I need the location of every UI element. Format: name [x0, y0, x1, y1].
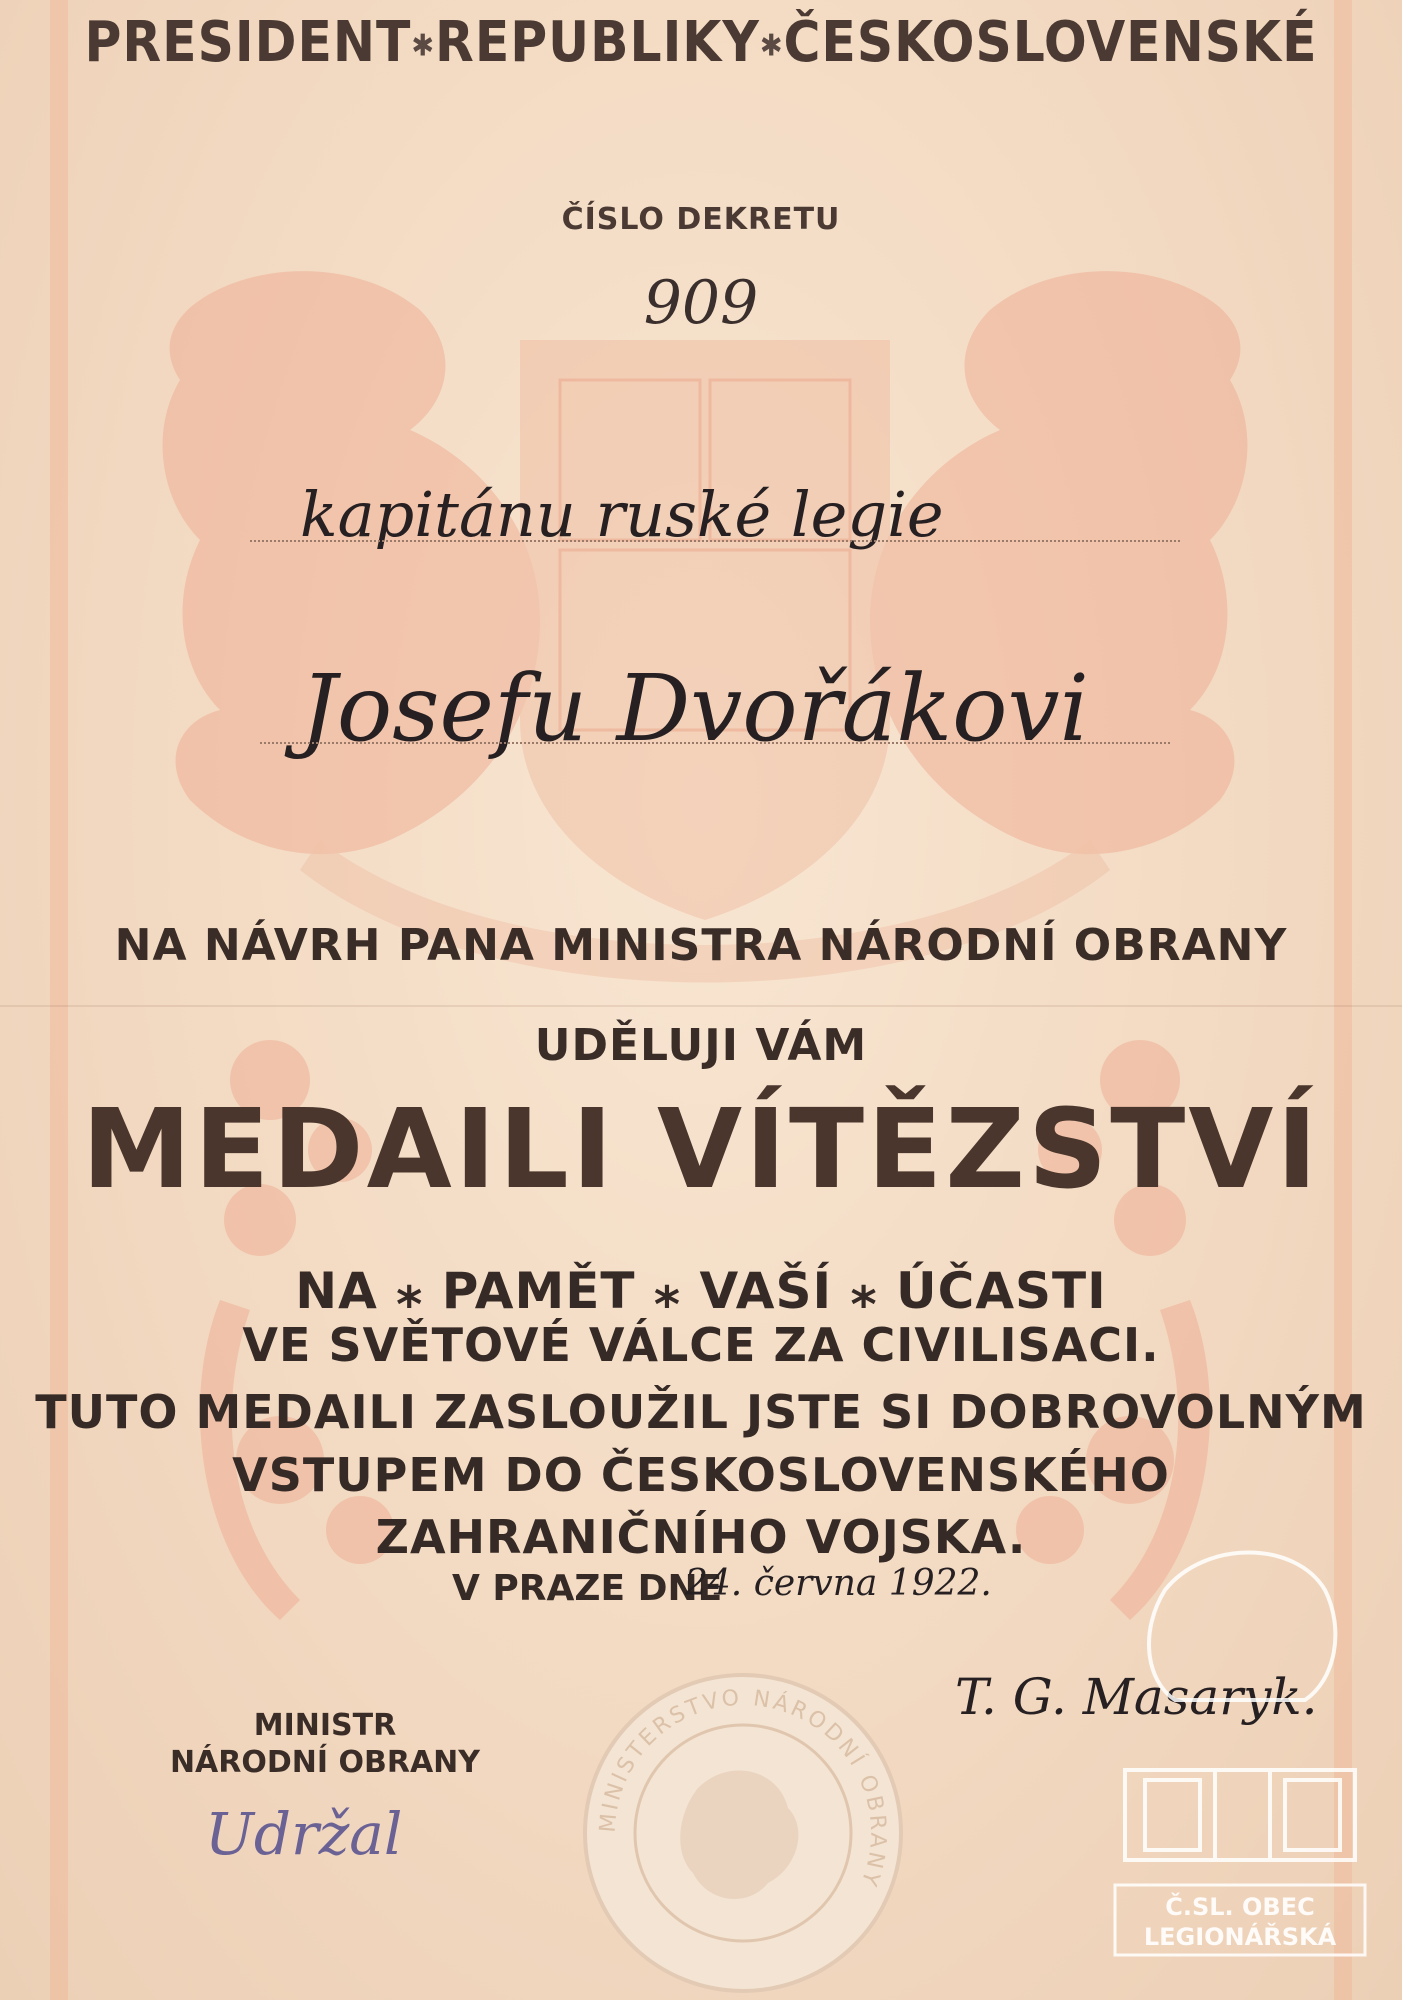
embossed-seal: [578, 1668, 908, 1998]
minister-title-line-2: NÁRODNÍ OBRANY: [169, 1745, 481, 1780]
minister-title-line-1: MINISTR: [253, 1708, 397, 1743]
heading-word-republiky: REPUBLIKY: [435, 10, 760, 75]
heading-word-president: PRESIDENT: [84, 10, 412, 75]
minister-signature: Udržal: [205, 1800, 403, 1868]
star-icon: ✱: [759, 28, 784, 64]
grant-line: UDĚLUJI VÁM: [534, 1020, 868, 1071]
certificate-heading: [0, 10, 1402, 75]
seal-text: MINISTERSTVO NÁRODNÍ OBRANY: [595, 1685, 891, 1892]
proposal-line: NA NÁVRH PANA MINISTRA NÁRODNÍ OBRANY: [114, 920, 1288, 971]
issue-date: 24. června 1922.: [685, 1563, 992, 1604]
legion-watermark: [1105, 1530, 1375, 1960]
citation-line-5: ZAHRANIČNÍHO VOJSKA.: [375, 1510, 1027, 1564]
medal-title: MEDAILI VÍTĚZSTVÍ: [81, 1085, 1321, 1213]
watermark-line-2: LEGIONÁŘSKÁ: [1143, 1923, 1337, 1951]
decree-number-label: ČÍSLO DEKRETU: [561, 202, 841, 237]
watermark-line-1: Č.SL. OBEC: [1165, 1893, 1315, 1921]
recipient-name: Josefu Dvořákovi: [300, 655, 1089, 762]
star-icon: ✱: [411, 28, 436, 64]
place-label: V PRAZE DNE: [452, 1568, 723, 1609]
recipient-rank: kapitánu ruské legie: [300, 478, 944, 551]
decree-number-value: 909: [643, 268, 759, 338]
citation-line-1: NA ⁎ PAMĚT ⁎ VAŠÍ ⁎ ÚČASTI: [295, 1262, 1107, 1320]
rank-dotted-line: [250, 540, 1180, 542]
name-dotted-line: [260, 742, 1170, 744]
citation-line-3: TUTO MEDAILI ZASLOUŽIL JSTE SI DOBROVOLNÝM: [35, 1385, 1367, 1439]
citation-line-4: VSTUPEM DO ČESKOSLOVENSKÉHO: [232, 1448, 1170, 1502]
president-signature: T. G. Masaryk.: [955, 1668, 1318, 1726]
heading-word-ceskoslovenske: ČESKOSLOVENSKÉ: [783, 10, 1318, 75]
citation-line-2: VE SVĚTOVÉ VÁLCE ZA CIVILISACI.: [242, 1318, 1160, 1372]
